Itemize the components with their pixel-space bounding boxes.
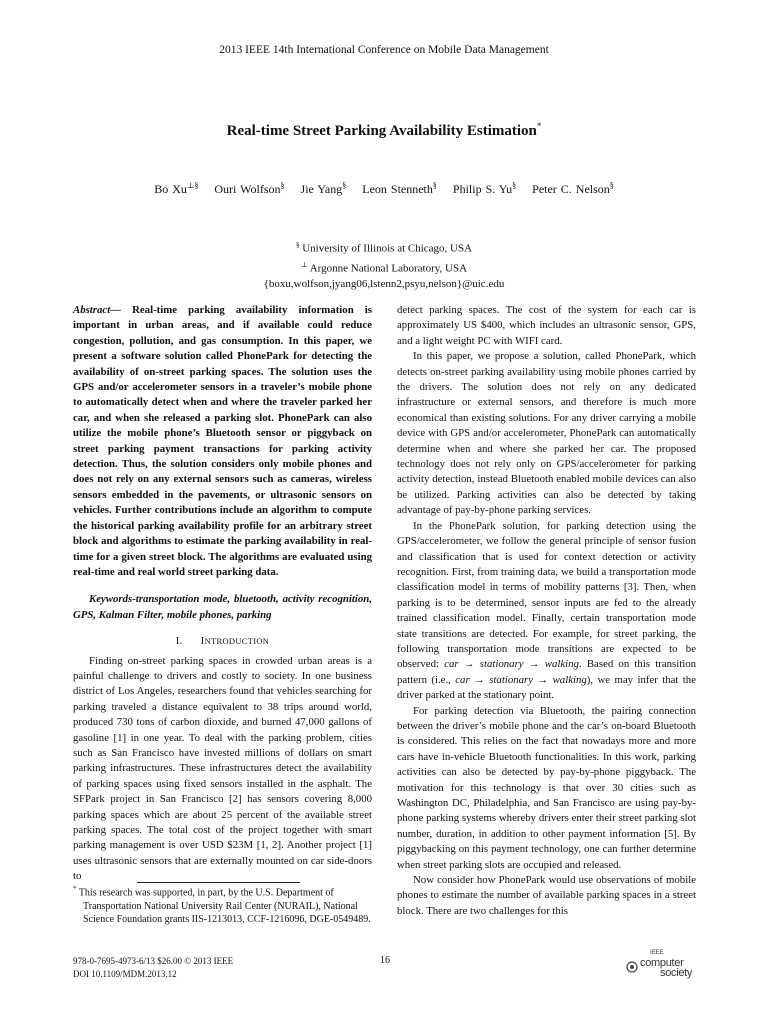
computer-society-logo: [626, 950, 706, 980]
computer-society-logo-icon: [626, 961, 638, 973]
affiliation-mark: §: [295, 241, 300, 249]
author: [214, 182, 284, 196]
author-name: Leon Stenneth: [362, 182, 433, 196]
affiliation-mark: ⊥: [300, 260, 308, 269]
body-paragraph: [397, 519, 696, 704]
affiliation-text: University of Illinois at Chicago, USA: [299, 242, 473, 255]
author: [301, 182, 347, 196]
mode-sequence: car → stationary → walking: [455, 673, 587, 686]
author-mark: §: [432, 181, 437, 190]
author-name: Jie Yang: [300, 182, 343, 196]
author-mark: §: [609, 181, 614, 190]
right-column: [397, 303, 696, 919]
author-list: [0, 181, 768, 197]
abstract-label: Abstract—: [73, 304, 121, 316]
paper-title-text: Real-time Street Parking Availability Estimation: [226, 123, 537, 139]
author-mark: §: [512, 181, 517, 190]
author-name: Bo Xu: [154, 182, 187, 196]
author-mark: ⊥§: [186, 181, 199, 190]
paper-title: [0, 121, 768, 140]
author: [154, 182, 198, 196]
section-heading-introduction: [73, 634, 372, 649]
author: [532, 182, 614, 196]
text-run: In the PhonePark solution, for parking detection using the GPS/accelerometer, we follow the general principle of sensor fusion and classification that is used for context detection or activity recognition. First, from training data, we build a transportation mode classification model in terms of mobility patterns [3]. Then, when parking is to be determined, sensor inputs are fed to the already trained classification model. Finally, certain transportation mode state transitions are detected. For example, for street parking, the following transportation mode transitions are expected to be observed:: [397, 519, 696, 671]
affiliations: [0, 237, 768, 292]
affiliation-text: Argonne National Laboratory, USA: [307, 262, 468, 275]
logo-ieee-text: IEEE: [650, 950, 664, 956]
author-emails: {boxu,wolfson,jyang06,lstenn2,psyu,nelson}@uic.edu: [263, 278, 505, 291]
text-run: . Based on this transition pattern (i.e.,: [397, 658, 697, 686]
author-name: Philip S. Yu: [452, 182, 513, 196]
text-run: ), we may infer that the driver parked at the stationary point.: [397, 673, 696, 702]
intro-paragraph: Finding on-street parking spaces in crowded urban areas is a painful challenge to drivers and costly to society. In one business district of Los Angeles, researchers found that vehicles searching for parking traveled a distance equivalent to 38 trips around world, produced 730 tons of carbon dioxide, and burned 47,000 gallons of gasoline [1] in one year. To deal with the parking problem, cities such as San Francisco have invested millions of dollars on smart parking infrastructures. These infrastructures detect the availability of parking spaces using fixed sensors installed in the asphalt. The SFPark project in San Francisco [2] has sensors covering 8,000 parking spaces which are about 25 percent of the available street parking spaces. The total cost of the project together with smart parking management is over USD $23M [1, 2]. Another project [1] uses ultrasonic sensors that are externally mounted on car side-doors to: [73, 654, 372, 883]
section-number: I.: [175, 635, 183, 648]
footer-isbn: 978-0-7695-4973-6/13 $26.00 © 2013 IEEE: [73, 956, 234, 966]
logo-line1: computer: [640, 957, 684, 969]
body-paragraph: For parking detection via Bluetooth, the pairing connection between the driver’s mobile phone and the car’s on-board Bluetooth is considered. This relies on the fact that nowadays more and more cars have in-vehicle Bluetooth functionalities. In this work, parking activities can also be detected by pay-by-phone piggyback. The motivation for this technology is that over 30 cities such as Washington DC, Philadelphia, and San Francisco are using pay-by-phone parking systems whereby drivers enter their street parking slot number, duration, in addition to other payment information [5]. By piggybacking on this payment technology, one can further determine when street parking slots are occupied and released.: [397, 704, 696, 871]
keywords: Keywords-transportation mode, bluetooth, activity recognition, GPS, Kalman Filter, mobile phones, parking: [73, 593, 372, 621]
abstract: [73, 303, 372, 580]
mode-sequence: car → stationary → walking: [444, 658, 579, 671]
footnote-text: This research was supported, in part, by the U.S. Department of Transportation National University Rail Center (NURAIL), National Science Foundation grants IIS-1213013, CCF-1216096, DGE-0549489.: [76, 887, 371, 926]
author: [453, 182, 516, 196]
affiliation-argonne: [0, 257, 768, 277]
left-column: [73, 303, 372, 885]
author-mark: §: [280, 181, 285, 190]
abstract-text: Real-time parking availability information is important in urban areas, and if available could reduce congestion, pollution, and gas consumption. In this paper, we present a software solution called PhonePark for detecting the availability of on-street parking spaces. The solution uses the GPS and/or accelerometer sensors in a traveler’s mobile phone to automatically detect when and where the traveler parked her car, and when she released a parking slot. PhonePark can also utilize the mobile phone’s Bluetooth sensor or piggyback on street parking payment transactions for parking activity detection. Thus, the solution considers only mobile phones and does not rely on any external sensors such as cameras, wireless sensors embedded in the pavements, or ultrasonic sensors on vehicles. Further contributions include an algorithm to compute the historical parking availability profile for an arbitrary street block and algorithms to estimate the parking availability in real-time for a given street block. The algorithms are evaluated using real-time and real world street parking data.: [73, 304, 372, 578]
affiliation-uic: [0, 237, 768, 257]
body-paragraph: detect parking spaces. The cost of the system for each car is approximately US $400, which includes an ultrasonic sensor, GPS, and a light weight PC with WIFI card.: [397, 304, 696, 347]
title-footnote-mark: *: [536, 121, 542, 131]
author-name: Ouri Wolfson: [214, 182, 281, 196]
section-title-initial: I: [200, 635, 205, 648]
author-mark: §: [342, 181, 347, 190]
body-paragraph: Now consider how PhonePark would use observations of mobile phones to estimate the number of available parking spaces in a street block. There are two challenges for this: [397, 874, 696, 917]
author-name: Peter C. Nelson: [532, 182, 610, 196]
footer-doi: DOI 10.1109/MDM.2013.12: [73, 969, 177, 979]
conference-header: 2013 IEEE 14th International Conference on Mobile Data Management: [219, 44, 549, 56]
page-number: 16: [380, 955, 390, 966]
body-paragraph: In this paper, we propose a solution, called PhonePark, which detects on-street parking availability using mobile phones carried by the drivers. The solution does not rely on any dedicated infrastructure or external sensors, and therefore is much more economical than existing solutions. For any driver carrying a mobile device with GPS and/or accelerometer, PhonePark can automatically determine when and where she parked her car. The proposed technology does not rely only on GPS/accelerometer for parking activity detection, instead Bluetooth enabled mobile devices can also be utilized. Parking activities can also be detected by taking advantage of pay-by-phone parking services.: [397, 350, 696, 517]
author: [362, 182, 437, 196]
footnote: [73, 883, 372, 927]
logo-line2: society: [660, 967, 693, 979]
footer-citation: [73, 955, 233, 981]
footnote-mark: *: [73, 885, 77, 893]
section-title-rest: NTRODUCTION: [204, 636, 270, 647]
